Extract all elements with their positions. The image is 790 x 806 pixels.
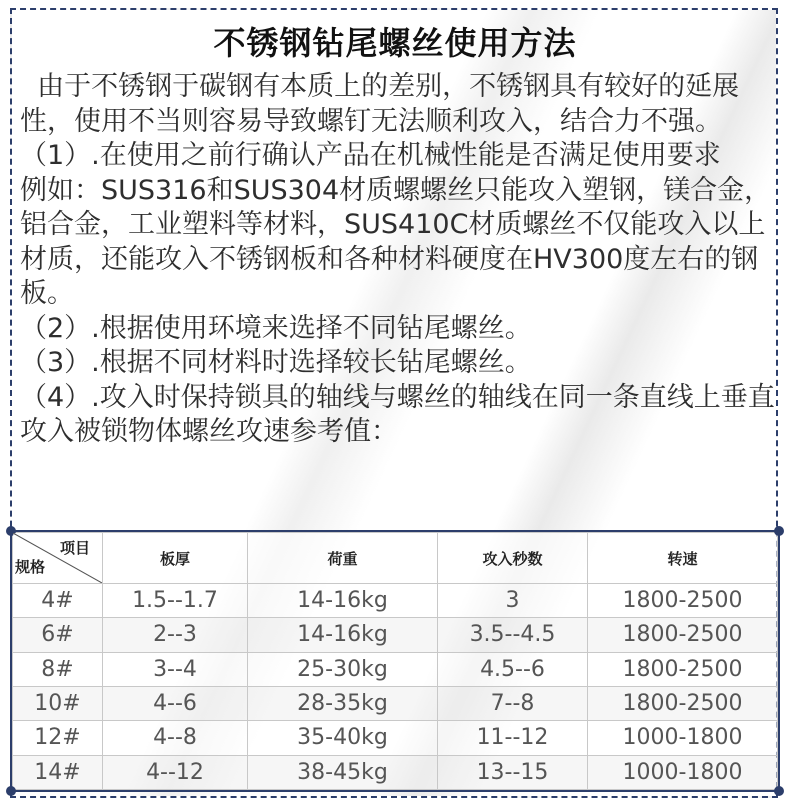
cell-load: 14-16kg bbox=[248, 618, 438, 652]
corner-dot bbox=[6, 786, 16, 796]
header-speed: 转速 bbox=[588, 533, 778, 584]
cell-seconds: 11--12 bbox=[438, 721, 588, 755]
cell-load: 14-16kg bbox=[248, 584, 438, 618]
step-2: （2）.根据使用环境来选择不同钻尾螺丝。 bbox=[20, 312, 532, 344]
cell-thickness: 1.5--1.7 bbox=[103, 584, 248, 618]
step-1: （1）.在使用之前行确认产品在机械性能是否满足使用要求 bbox=[20, 140, 721, 171]
cell-seconds: 7--8 bbox=[438, 686, 588, 720]
step-3: （3）.根据不同材料时选择较长钻尾螺丝。 bbox=[20, 347, 532, 378]
cell-spec: 10# bbox=[13, 686, 103, 720]
intro-paragraph: 由于不锈钢于碳钢有本质上的差别，不锈钢具有较好的延展性，使用不当则容易导致螺钉无法顺利攻入，结合力不强。 bbox=[20, 71, 740, 137]
table-row bbox=[13, 755, 778, 789]
cell-thickness: 4--8 bbox=[103, 721, 248, 755]
cell-spec: 14# bbox=[13, 755, 103, 789]
table-row bbox=[13, 618, 778, 652]
data-table bbox=[12, 532, 778, 790]
table-row bbox=[13, 721, 778, 755]
cell-speed: 1800-2500 bbox=[588, 618, 778, 652]
instruction-text bbox=[20, 70, 780, 450]
cell-load: 28-35kg bbox=[248, 686, 438, 720]
header-spec-label: 规格 bbox=[15, 558, 46, 576]
cell-seconds: 4.5--6 bbox=[438, 652, 588, 686]
table-row bbox=[13, 652, 778, 686]
cell-seconds: 13--15 bbox=[438, 755, 588, 789]
cell-load: 35-40kg bbox=[248, 721, 438, 755]
table-row bbox=[13, 686, 778, 720]
cell-spec: 4# bbox=[13, 584, 103, 618]
cell-thickness: 4--12 bbox=[103, 755, 248, 789]
header-load: 荷重 bbox=[248, 533, 438, 584]
cell-speed: 1800-2500 bbox=[588, 686, 778, 720]
page-title: 不锈钢钻尾螺丝使用方法 bbox=[213, 24, 577, 62]
table-row bbox=[13, 584, 778, 618]
header-item-label: 项目 bbox=[59, 539, 90, 557]
corner-dot bbox=[774, 786, 784, 796]
cell-thickness: 4--6 bbox=[103, 686, 248, 720]
header-seconds: 攻入秒数 bbox=[438, 533, 588, 584]
cell-spec: 8# bbox=[13, 652, 103, 686]
cell-speed: 1800-2500 bbox=[588, 584, 778, 618]
corner-header-cell bbox=[13, 533, 103, 584]
example-paragraph: 例如：SUS316和SUS304材质螺螺丝只能攻入塑钢，镁合金，铝合金，工业塑料等材料，SUS410C材质螺丝不仅能攻入以上材质，还能攻入不锈钢板和各种材料硬度在HV300度左右的钢板。 bbox=[20, 174, 772, 309]
corner-dot bbox=[774, 526, 784, 536]
step-4: （4）.攻入时保持锁具的轴线与螺丝的轴线在同一条直线上垂直攻入被锁物体螺丝攻速参考值： bbox=[20, 381, 775, 447]
cell-seconds: 3 bbox=[438, 584, 588, 618]
cell-speed: 1000-1800 bbox=[588, 755, 778, 789]
cell-seconds: 3.5--4.5 bbox=[438, 618, 588, 652]
cell-thickness: 3--4 bbox=[103, 652, 248, 686]
header-thickness: 板厚 bbox=[103, 533, 248, 584]
cell-load: 25-30kg bbox=[248, 652, 438, 686]
table-header-row bbox=[13, 533, 778, 584]
cell-spec: 6# bbox=[13, 618, 103, 652]
cell-speed: 1000-1800 bbox=[588, 721, 778, 755]
speed-reference-table bbox=[10, 530, 780, 792]
cell-thickness: 2--3 bbox=[103, 618, 248, 652]
cell-load: 38-45kg bbox=[248, 755, 438, 789]
cell-spec: 12# bbox=[13, 721, 103, 755]
cell-speed: 1800-2500 bbox=[588, 652, 778, 686]
